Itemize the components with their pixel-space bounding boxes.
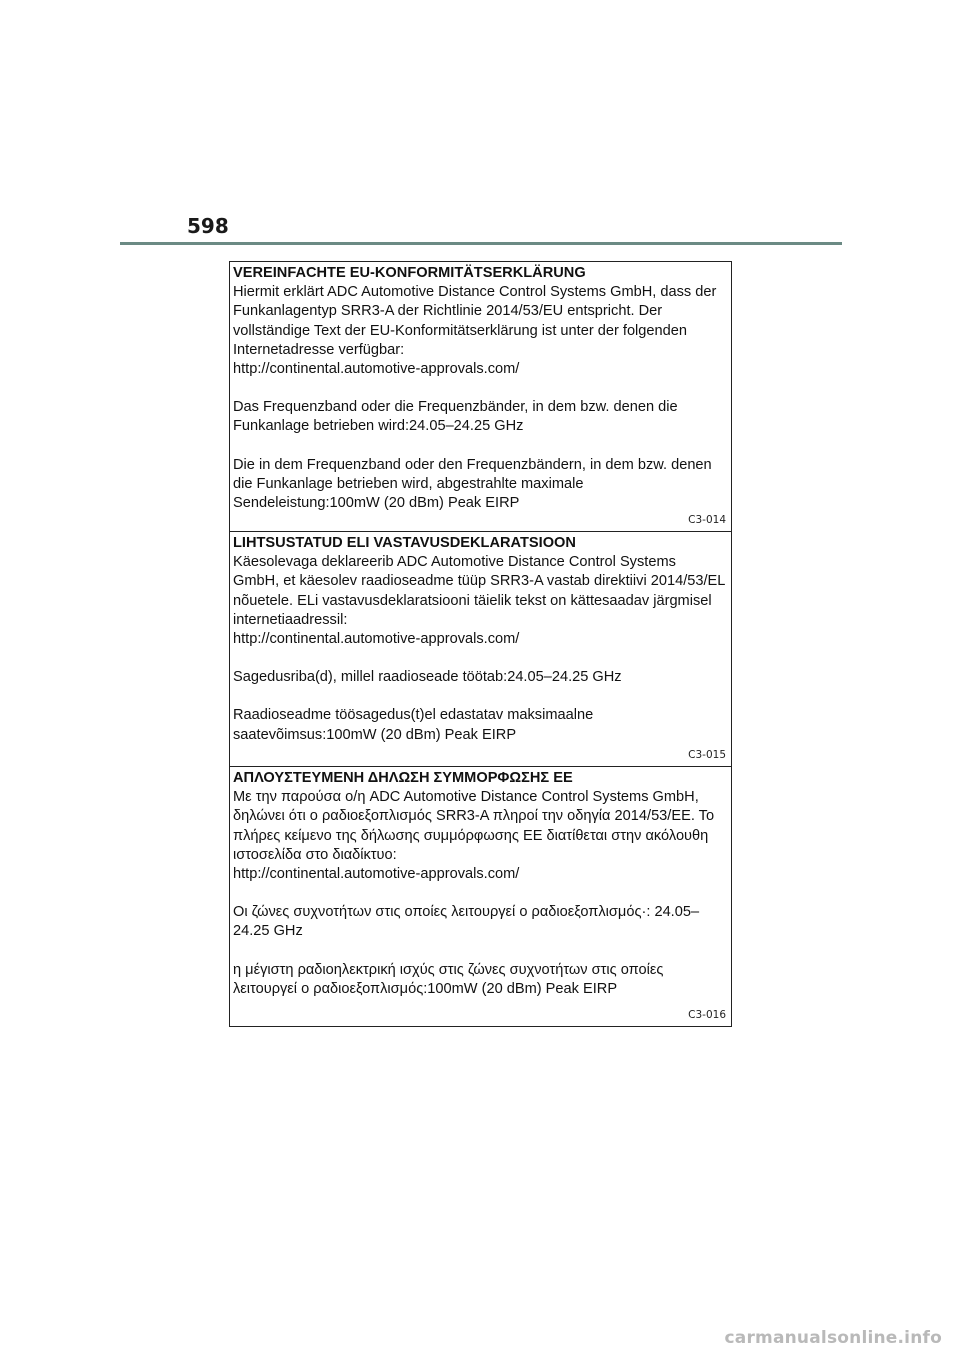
section-title: LIHTSUSTATUD ELI VASTAVUSDEKLARATSIOON (233, 535, 576, 551)
section-intro: Hiermit erklärt ADC Automotive Distance Control Systems GmbH, dass der Funkanlagentyp SRR3-A der Richtlinie 2014/53/EU entspricht. Der vollständige Text der EU-Konformitätserklärung ist unter der folgenden Internetadresse verfügbar: (233, 284, 717, 358)
section-title: ΑΠΛΟΥΣΤΕΥΜΕΝΗ ΔΗΛΩΣΗ ΣΥΜΜΟΡΦΩΣΗΣ ΕΕ (233, 770, 573, 786)
declaration-section-de (230, 262, 731, 532)
header-rule (120, 242, 842, 245)
section-url: http://continental.automotive-approvals.com/ (233, 866, 520, 883)
section-frequency: Sagedusriba(d), millel raadioseade töötab:24.05–24.25 GHz (233, 669, 622, 686)
section-url: http://continental.automotive-approvals.com/ (233, 361, 520, 378)
section-frequency: Das Frequenzband oder die Frequenzbänder, in dem bzw. denen die Funkanlage betrieben wird:24.05–24.25 GHz (233, 399, 678, 435)
section-power: Raadioseadme töösagedus(t)el edastatav maksimaalne saatevõimsus:100mW (20 dBm) Peak EIRP (233, 707, 594, 743)
section-code: C3-014 (688, 514, 726, 526)
section-power: η μέγιστη ραδιοηλεκτρική ισχύς στις ζώνες συχνοτήτων στις οποίες λειτουργεί ο ραδιοεξοπλισμός:100mW (20 dBm) Peak EIRP (233, 961, 664, 997)
declaration-table (229, 261, 732, 1027)
declaration-section-et (230, 532, 731, 767)
site-watermark: carmanualsonline.info (724, 1328, 942, 1348)
declaration-section-el (230, 767, 731, 1026)
section-code: C3-016 (688, 1009, 726, 1021)
section-title: VEREINFACHTE EU-KONFORMITÄTSERKLÄRUNG (233, 265, 586, 281)
section-url: http://continental.automotive-approvals.com/ (233, 631, 520, 648)
section-code: C3-015 (688, 749, 726, 761)
section-intro: Με την παρούσα ο/η ADC Automotive Distance Control Systems GmbH, δηλώνει ότι ο ραδιοεξοπλισμός SRR3-A πληροί την οδηγία 2014/53/ΕΕ. Το πλήρες κείμενο της δήλωσης συμμόρφωσης ΕΕ διατίθεται στην ακόλουθη ιστοσελίδα στο διαδίκτυο: (233, 789, 715, 863)
section-frequency: Οι ζώνες συχνοτήτων στις οποίες λειτουργεί ο ραδιοεξοπλισμός·: 24.05–24.25 GHz (233, 904, 700, 940)
section-power: Die in dem Frequenzband oder den Frequenzbändern, in dem bzw. denen die Funkanlage betrieben wird, abgestrahlte maximale Sendeleistung:100mW (20 dBm) Peak EIRP (233, 456, 712, 512)
page-number: 598 (187, 214, 229, 238)
section-intro: Käesolevaga deklareerib ADC Automotive Distance Control Systems GmbH, et käesolev raadioseadme tüüp SRR3-A vastab direktiivi 2014/53/EL nõuetele. ELi vastavusdeklaratsiooni täielik tekst on kättesaadav järgmisel internetiaadressil: (233, 554, 725, 628)
